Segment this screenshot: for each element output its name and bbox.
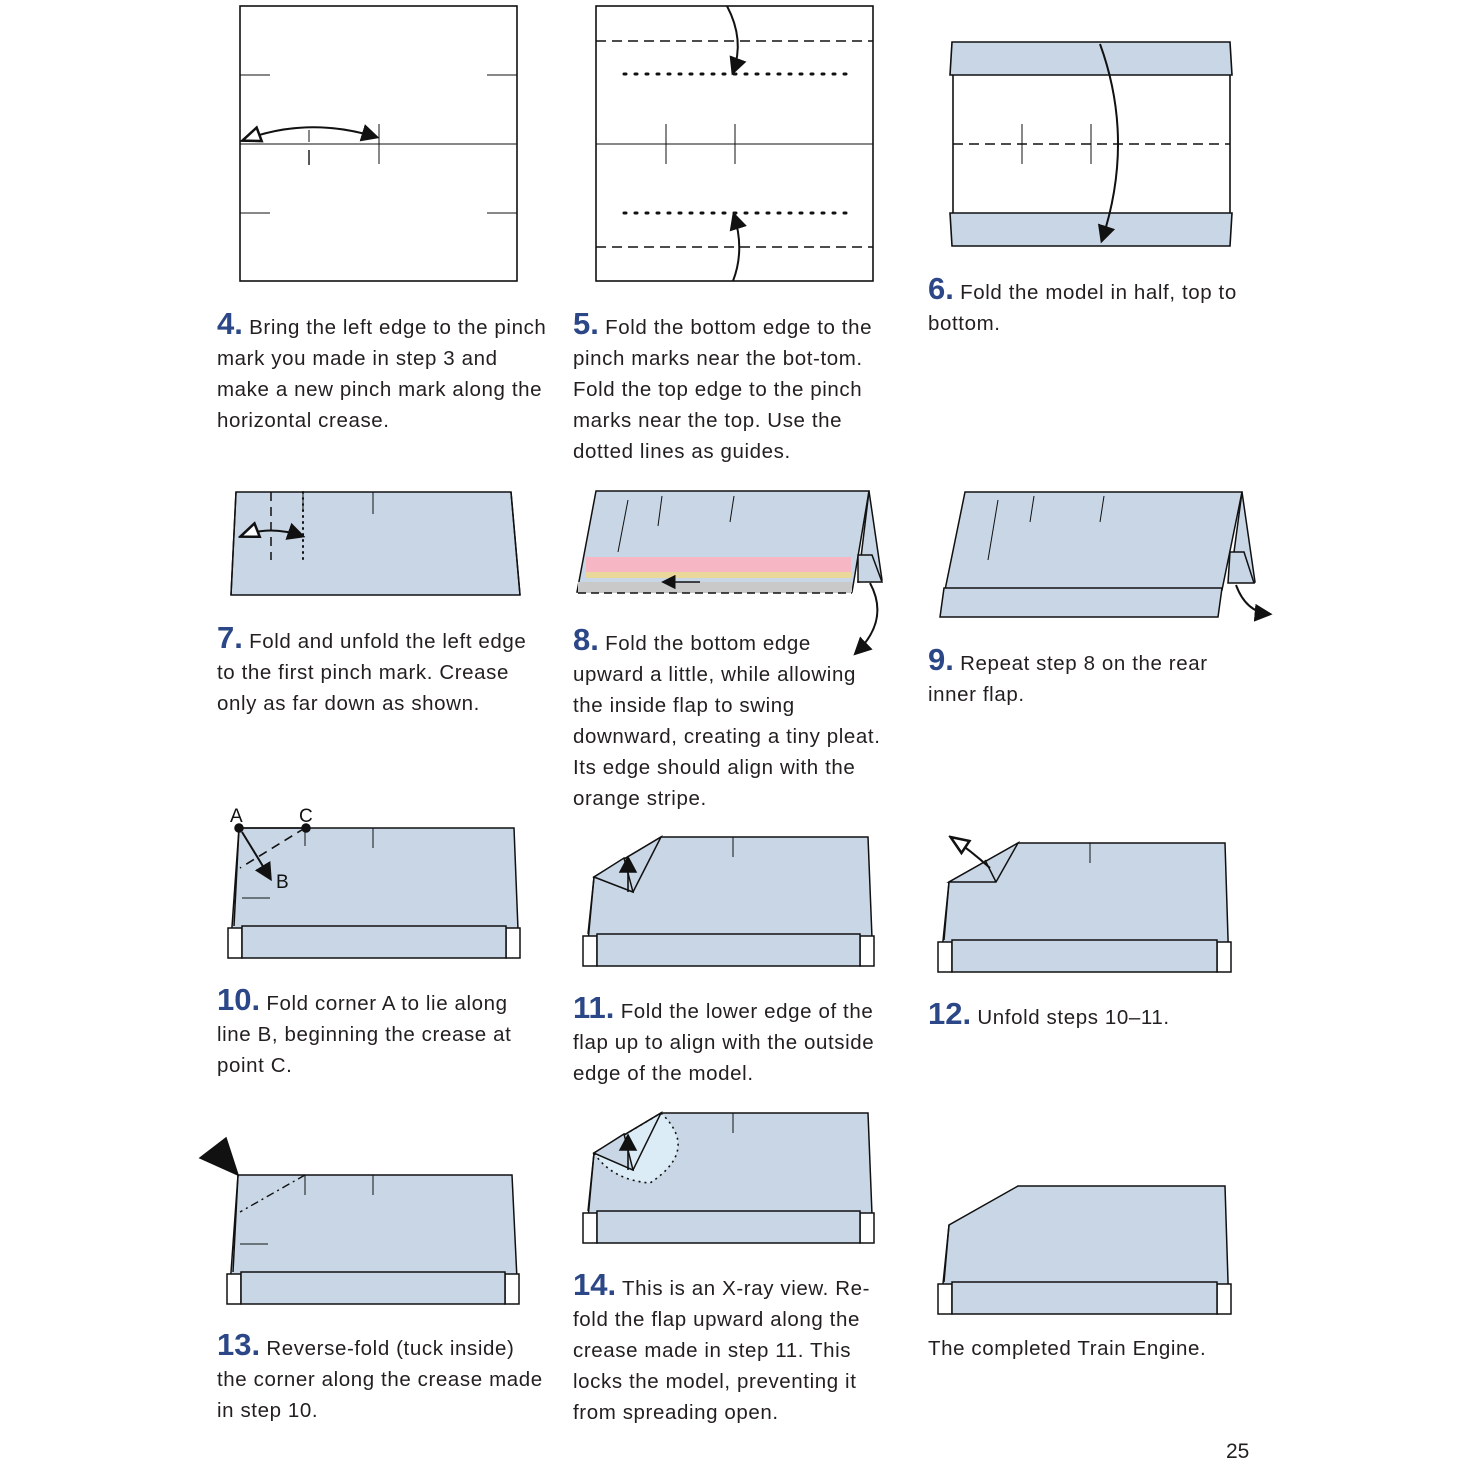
step-text: Reverse-fold (tuck inside) the corner along the crease made in step 10. [217,1337,543,1422]
step-4-diagram [240,6,517,281]
step-text: Fold and unfold the left edge to the first pinch mark. Crease only as far down as shown. [217,630,527,715]
step-14-caption [573,1269,893,1428]
label-b: B [276,872,289,893]
step-text: Fold corner A to lie along line B, beginning the crease at point C. [217,992,512,1077]
step-number: 4. [217,306,243,341]
step-13-caption [217,1329,547,1426]
final-model-diagram [938,1186,1231,1314]
step-text: Unfold steps 10–11. [977,1006,1170,1029]
step-5-diagram [596,6,873,281]
step-8-caption [573,624,883,814]
label-a: A [230,806,243,827]
step-text: Fold the bottom edge upward a little, while allowing the inside flap to swing downward, creating a tiny pleat. Its edge should align with the orange stripe. [573,632,881,810]
step-number: 14. [573,1267,617,1302]
step-4-caption [217,308,547,436]
step-6-diagram [950,42,1232,246]
step-12-caption [928,998,1248,1033]
step-11-caption [573,992,883,1089]
step-10-diagram [228,824,520,958]
step-number: 5. [573,306,599,341]
step-12-diagram [938,838,1231,972]
step-text: Bring the left edge to the pinch mark you made in step 3 and make a new pinch mark along the horizontal crease. [217,316,547,432]
step-text: This is an X-ray view. Re-fold the flap upward along the crease made in step 11. This locks the model, preventing it from spreading open. [573,1277,871,1424]
step-number: 10. [217,982,261,1017]
step-9-diagram [940,492,1269,617]
step-7-caption [217,622,527,719]
step-text: Fold the model in half, top to bottom. [928,281,1237,335]
step-7-diagram [231,492,520,595]
step-number: 8. [573,622,599,657]
step-10-caption [217,984,547,1081]
label-c: C [299,806,313,827]
step-number: 6. [928,271,954,306]
step-number: 12. [928,996,972,1031]
step-6-caption [928,273,1248,339]
step-text: Fold the lower edge of the flap up to align with the outside edge of the model. [573,1000,875,1085]
step-number: 13. [217,1327,261,1362]
step-11-diagram [583,837,874,966]
page-number: 25 [1226,1440,1250,1463]
final-caption: The completed Train Engine. [928,1337,1207,1360]
step-14-diagram [583,1113,874,1243]
step-9-caption [928,644,1248,710]
step-number: 9. [928,642,954,677]
step-number: 11. [573,990,615,1025]
step-number: 7. [217,620,243,655]
step-text: Fold the bottom edge to the pinch marks near the bot-tom. Fold the top edge to the pinch marks near the top. Use the dotted lines as guides. [573,316,873,463]
step-text: Repeat step 8 on the rear inner flap. [928,652,1208,706]
step-5-caption [573,308,893,467]
step-13-diagram [200,1138,519,1304]
